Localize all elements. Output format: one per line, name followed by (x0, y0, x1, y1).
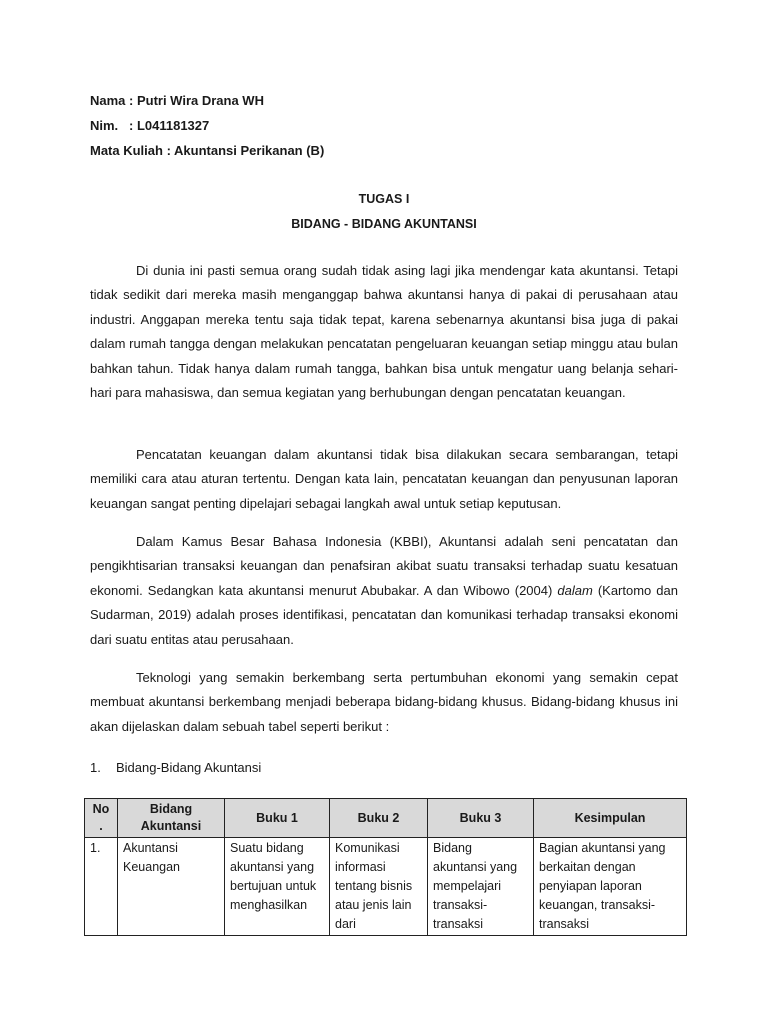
cell-buku2 (330, 838, 428, 936)
column-header-buku3: Buku 3 (428, 799, 534, 838)
cell-buku1 (225, 838, 330, 936)
document-title: BIDANG - BIDANG AKUNTANSI (291, 217, 477, 231)
table-row (85, 838, 687, 936)
cell-buku1-text: Suatu bidang akuntansi yang bertujuan untuk menghasilkan (230, 841, 317, 912)
cell-no (85, 838, 118, 936)
paragraph-definition-part1: Dalam Kamus Besar Bahasa Indonesia (KBBI), Akuntansi adalah seni pencatatan dan pengikhtisarian transaksi keuangan dan penafsiran akibat suatu transaksi terhadap suatu kesatuan ekonomi. Sedangkan kata akuntansi menurut Abubakar. A dan Wibowo (2004) (90, 534, 678, 598)
table-header-row (85, 799, 687, 838)
cell-no-text: 1. (90, 841, 101, 855)
paragraph-definition (90, 530, 678, 652)
accounting-fields-table (84, 798, 687, 936)
paragraph-definition-italic: dalam (557, 582, 593, 598)
cell-buku2-text: Komunikasi informasi tentang bisnis atau jenis lain dari (335, 841, 413, 931)
column-header-buku2: Buku 2 (330, 799, 428, 838)
column-header-no: No . (85, 799, 118, 838)
cell-bidang (118, 838, 225, 936)
column-header-buku1: Buku 1 (225, 799, 330, 838)
paragraph-pencatatan: Pencatatan keuangan dalam akuntansi tidak bisa dilakukan secara sembarangan, tetapi memiliki cara atau aturan tertentu. Dengan kata lain, pencatatan keuangan dan penyusunan laporan keuangan sangat penting dipelajari sebagai langkah awal untuk setiap keputusan. (90, 447, 678, 511)
paragraph-intro: Di dunia ini pasti semua orang sudah tidak asing lagi jika mendengar kata akuntansi. Tetapi tidak sedikit dari mereka masih menganggap bahwa akuntansi hanya di pakai di perusahaan atau industri. Anggapan mereka tentu saja tidak tepat, karena sebenarnya akuntansi bisa juga di pakai dalam rumah tangga dengan melakukan pencatatan pengeluaran keuangan setiap minggu atau bulan bahkan tahun. Tidak hanya dalam rumah tangga, bahkan bisa untuk mengatur uang belanja sehari-hari para mahasiswa, dan semua kegiatan yang berhubungan dengan pencatatan keuangan. (90, 263, 678, 401)
cell-bidang-text: Akuntansi Keuangan (123, 841, 181, 874)
paragraph-definition-part2: (Kartomo dan Sudarman, 2019) adalah proses identifikasi, pencatatan dan komunikasi terhadap transaksi ekonomi dari suatu entitas atau perusahaan. (90, 582, 678, 647)
cell-buku3-text: Bidang akuntansi yang mempelajari transaksi-transaksi (433, 841, 518, 931)
student-nim-line: Nim. : L041181327 (90, 118, 210, 133)
cell-kesimpulan (534, 838, 687, 936)
course-line: Mata Kuliah : Akuntansi Perikanan (B) (90, 143, 325, 158)
assignment-title: TUGAS I (358, 192, 410, 206)
paragraph-technology: Teknologi yang semakin berkembang serta pertumbuhan ekonomi yang semakin cepat membuat akuntansi berkembang menjadi beberapa bidang-bidang khusus. Bidang-bidang khusus ini akan dijelaskan dalam sebuah tabel seperti berikut : (90, 670, 678, 734)
list-number: 1. (90, 760, 101, 775)
cell-buku3 (428, 838, 534, 936)
column-header-bidang: Bidang Akuntansi (118, 799, 225, 838)
list-heading-text: Bidang-Bidang Akuntansi (116, 760, 262, 775)
student-name-line: Nama : Putri Wira Drana WH (90, 93, 264, 108)
column-header-kesimpulan: Kesimpulan (534, 799, 687, 838)
list-heading (90, 759, 261, 777)
cell-kesimpulan-text: Bagian akuntansi yang berkaitan dengan penyiapan laporan keuangan, transaksi-transaksi (539, 841, 666, 931)
